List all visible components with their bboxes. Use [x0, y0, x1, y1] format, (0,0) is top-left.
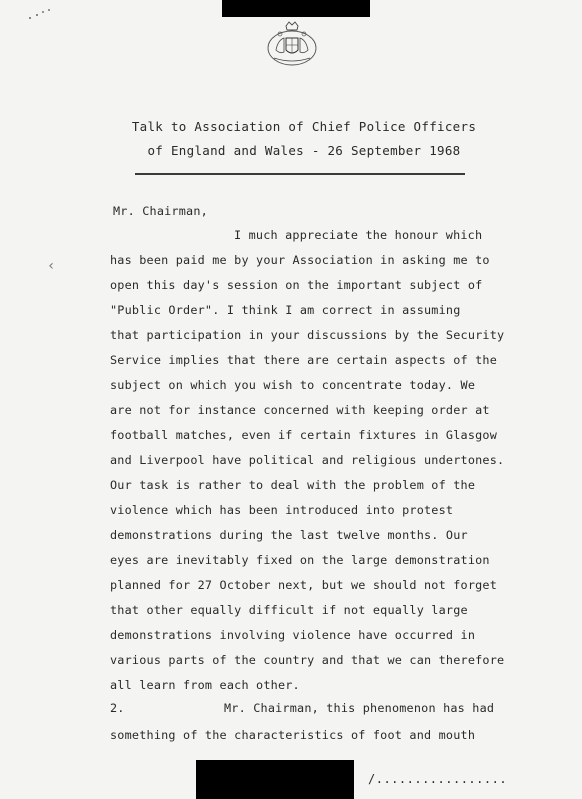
paragraph-line: are not for instance concerned with keeping order at — [110, 403, 490, 417]
paragraph-line: planned for 27 October next, but we should not forget — [110, 578, 498, 592]
paragraph-line: demonstrations during the last twelve months. Our — [110, 528, 468, 542]
paragraph-line: "Public Order". I think I am correct in assuming — [110, 303, 461, 317]
paragraph-line: that participation in your discussions by the Security — [110, 328, 505, 342]
paragraph-line: football matches, even if certain fixtures in Glasgow — [110, 428, 498, 442]
scan-specks — [28, 6, 58, 20]
paragraph-2-number: 2. — [110, 701, 125, 715]
paragraph-line: I much appreciate the honour which — [234, 228, 483, 242]
paragraph-line: Service implies that there are certain aspects of the — [110, 353, 498, 367]
paragraph-line: subject on which you wish to concentrate today. We — [110, 378, 476, 392]
continuation-mark: /................. — [368, 772, 508, 786]
paragraph-line: something of the characteristics of foot and mouth — [110, 728, 476, 742]
redaction-block-top — [222, 0, 370, 17]
paragraph-line: Mr. Chairman, this phenomenon has had — [224, 701, 495, 715]
paragraph-line: all learn from each other. — [110, 678, 300, 692]
paragraph-line: eyes are inevitably fixed on the large demonstration — [110, 553, 490, 567]
document-title-line-2: of England and Wales - 26 September 1968 — [147, 143, 461, 158]
paragraph-line: has been paid me by your Association in asking me to — [110, 253, 490, 267]
royal-crest-icon — [262, 16, 322, 68]
paragraph-line: various parts of the country and that we can therefore — [110, 653, 505, 667]
redaction-block-bottom — [196, 760, 354, 799]
paragraph-line: violence which has been introduced into protest — [110, 503, 454, 517]
paragraph-line: demonstrations involving violence have occurred in — [110, 628, 476, 642]
document-title-line-1: Talk to Association of Chief Police Officers — [131, 119, 477, 134]
paragraph-line: that other equally difficult if not equally large — [110, 603, 468, 617]
title-underline — [135, 173, 465, 175]
paragraph-line: Our task is rather to deal with the problem of the — [110, 478, 476, 492]
salutation: Mr. Chairman, — [113, 204, 208, 218]
paragraph-line: and Liverpool have political and religious undertones. — [110, 453, 505, 467]
margin-mark: ‹ — [47, 258, 56, 274]
paragraph-line: open this day's session on the important subject of — [110, 278, 483, 292]
